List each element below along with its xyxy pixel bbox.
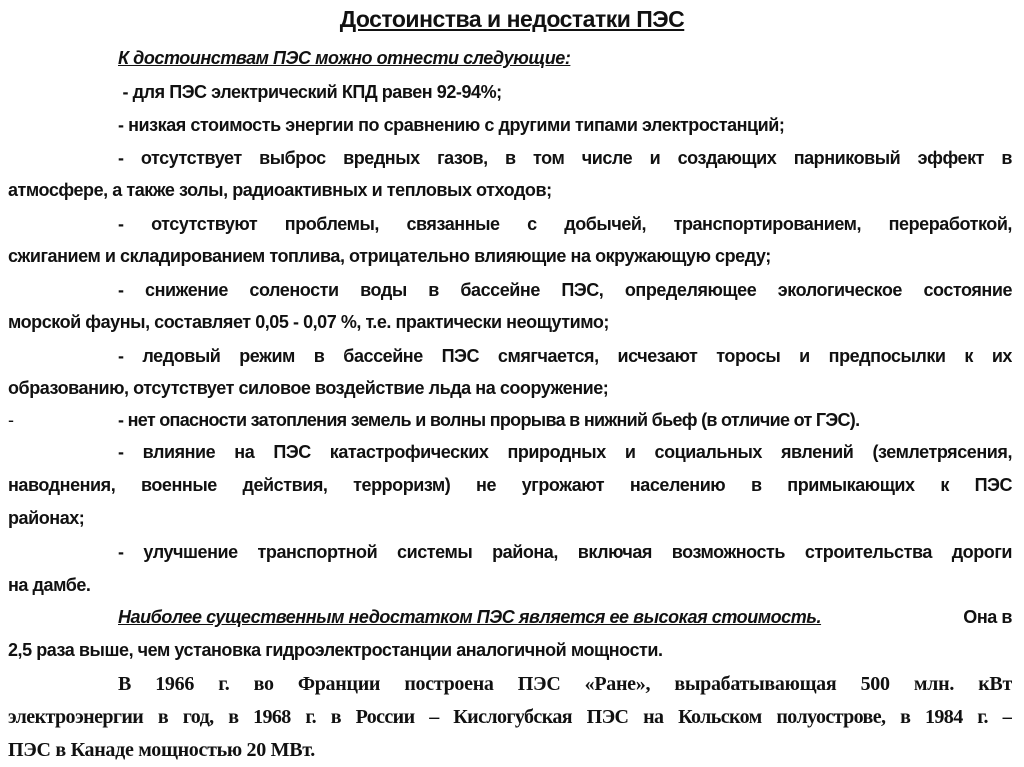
advantage-salinity: - снижение солености воды в бассейне ПЭС, определяющее экологическое состояние [118, 280, 1012, 300]
advantage-disasters-cont: наводнения, военные действия, терроризм) не угрожают населению в примыкающих к ПЭС [8, 475, 1012, 495]
page-title-text: Достоинства и недостатки ПЭС [339, 6, 685, 32]
advantage-disasters: - влияние на ПЭС катастрофических природных и социальных явлений (землетрясения, [118, 442, 1012, 462]
history-text-end: ПЭС в Канаде мощностью 20 МВт. [8, 739, 315, 761]
disadvantage-text-cont: 2,5 раза выше, чем установка гидроэлектростанции аналогичной мощности. [8, 640, 663, 660]
disadvantage-heading: Наиболее существенным недостатком ПЭС является ее высокая стоимость. [118, 607, 822, 627]
advantage-transport-cont: на дамбе. [8, 575, 91, 595]
history-text: В 1966 г. во Франции построена ПЭС «Ране», вырабатывающая 500 млн. кВт [118, 673, 1012, 695]
advantage-low-cost: - низкая стоимость энергии по сравнению с другими типами электростанций; [118, 115, 785, 135]
advantage-transport: - улучшение транспортной системы района, включая возможность строительства дороги [118, 542, 1012, 562]
advantages-heading: К достоинствам ПЭС можно отнести следующие: [118, 48, 571, 68]
stray-dash: - [8, 410, 14, 430]
advantage-salinity-cont: морской фауны, составляет 0,05 - 0,07 %, т.е. практически неощутимо; [8, 312, 609, 332]
history-text-cont: электроэнергии в год, в 1968 г. в России – Кислогубская ПЭС на Кольском полуострове, в 1984 г. – [8, 706, 1012, 728]
page-title [0, 6, 1024, 33]
advantage-efficiency: - для ПЭС электрический КПД равен 92-94%; [118, 82, 502, 102]
disadvantage-text: Она в [958, 607, 1012, 627]
advantage-no-emissions: - отсутствует выброс вредных газов, в том числе и создающих парниковый эффект в [118, 148, 1012, 168]
advantage-no-fuel-cont: сжиганием и складированием топлива, отрицательно влияющие на окружающую среду; [8, 246, 771, 266]
disadvantage-line [118, 605, 1012, 629]
advantage-no-emissions-cont: атмосфере, а также золы, радиоактивных и тепловых отходов; [8, 180, 552, 200]
advantage-disasters-end: районах; [8, 508, 85, 528]
advantage-no-flooding: - нет опасности затопления земель и волны прорыва в нижний бьеф (в отличие от ГЭС). [118, 410, 860, 430]
advantage-no-fuel: - отсутствуют проблемы, связанные с добычей, транспортированием, переработкой, [118, 214, 1012, 234]
advantage-ice-cont: образованию, отсутствует силовое воздействие льда на сооружение; [8, 378, 609, 398]
advantage-ice: - ледовый режим в бассейне ПЭС смягчается, исчезают торосы и предпосылки к их [118, 346, 1012, 366]
